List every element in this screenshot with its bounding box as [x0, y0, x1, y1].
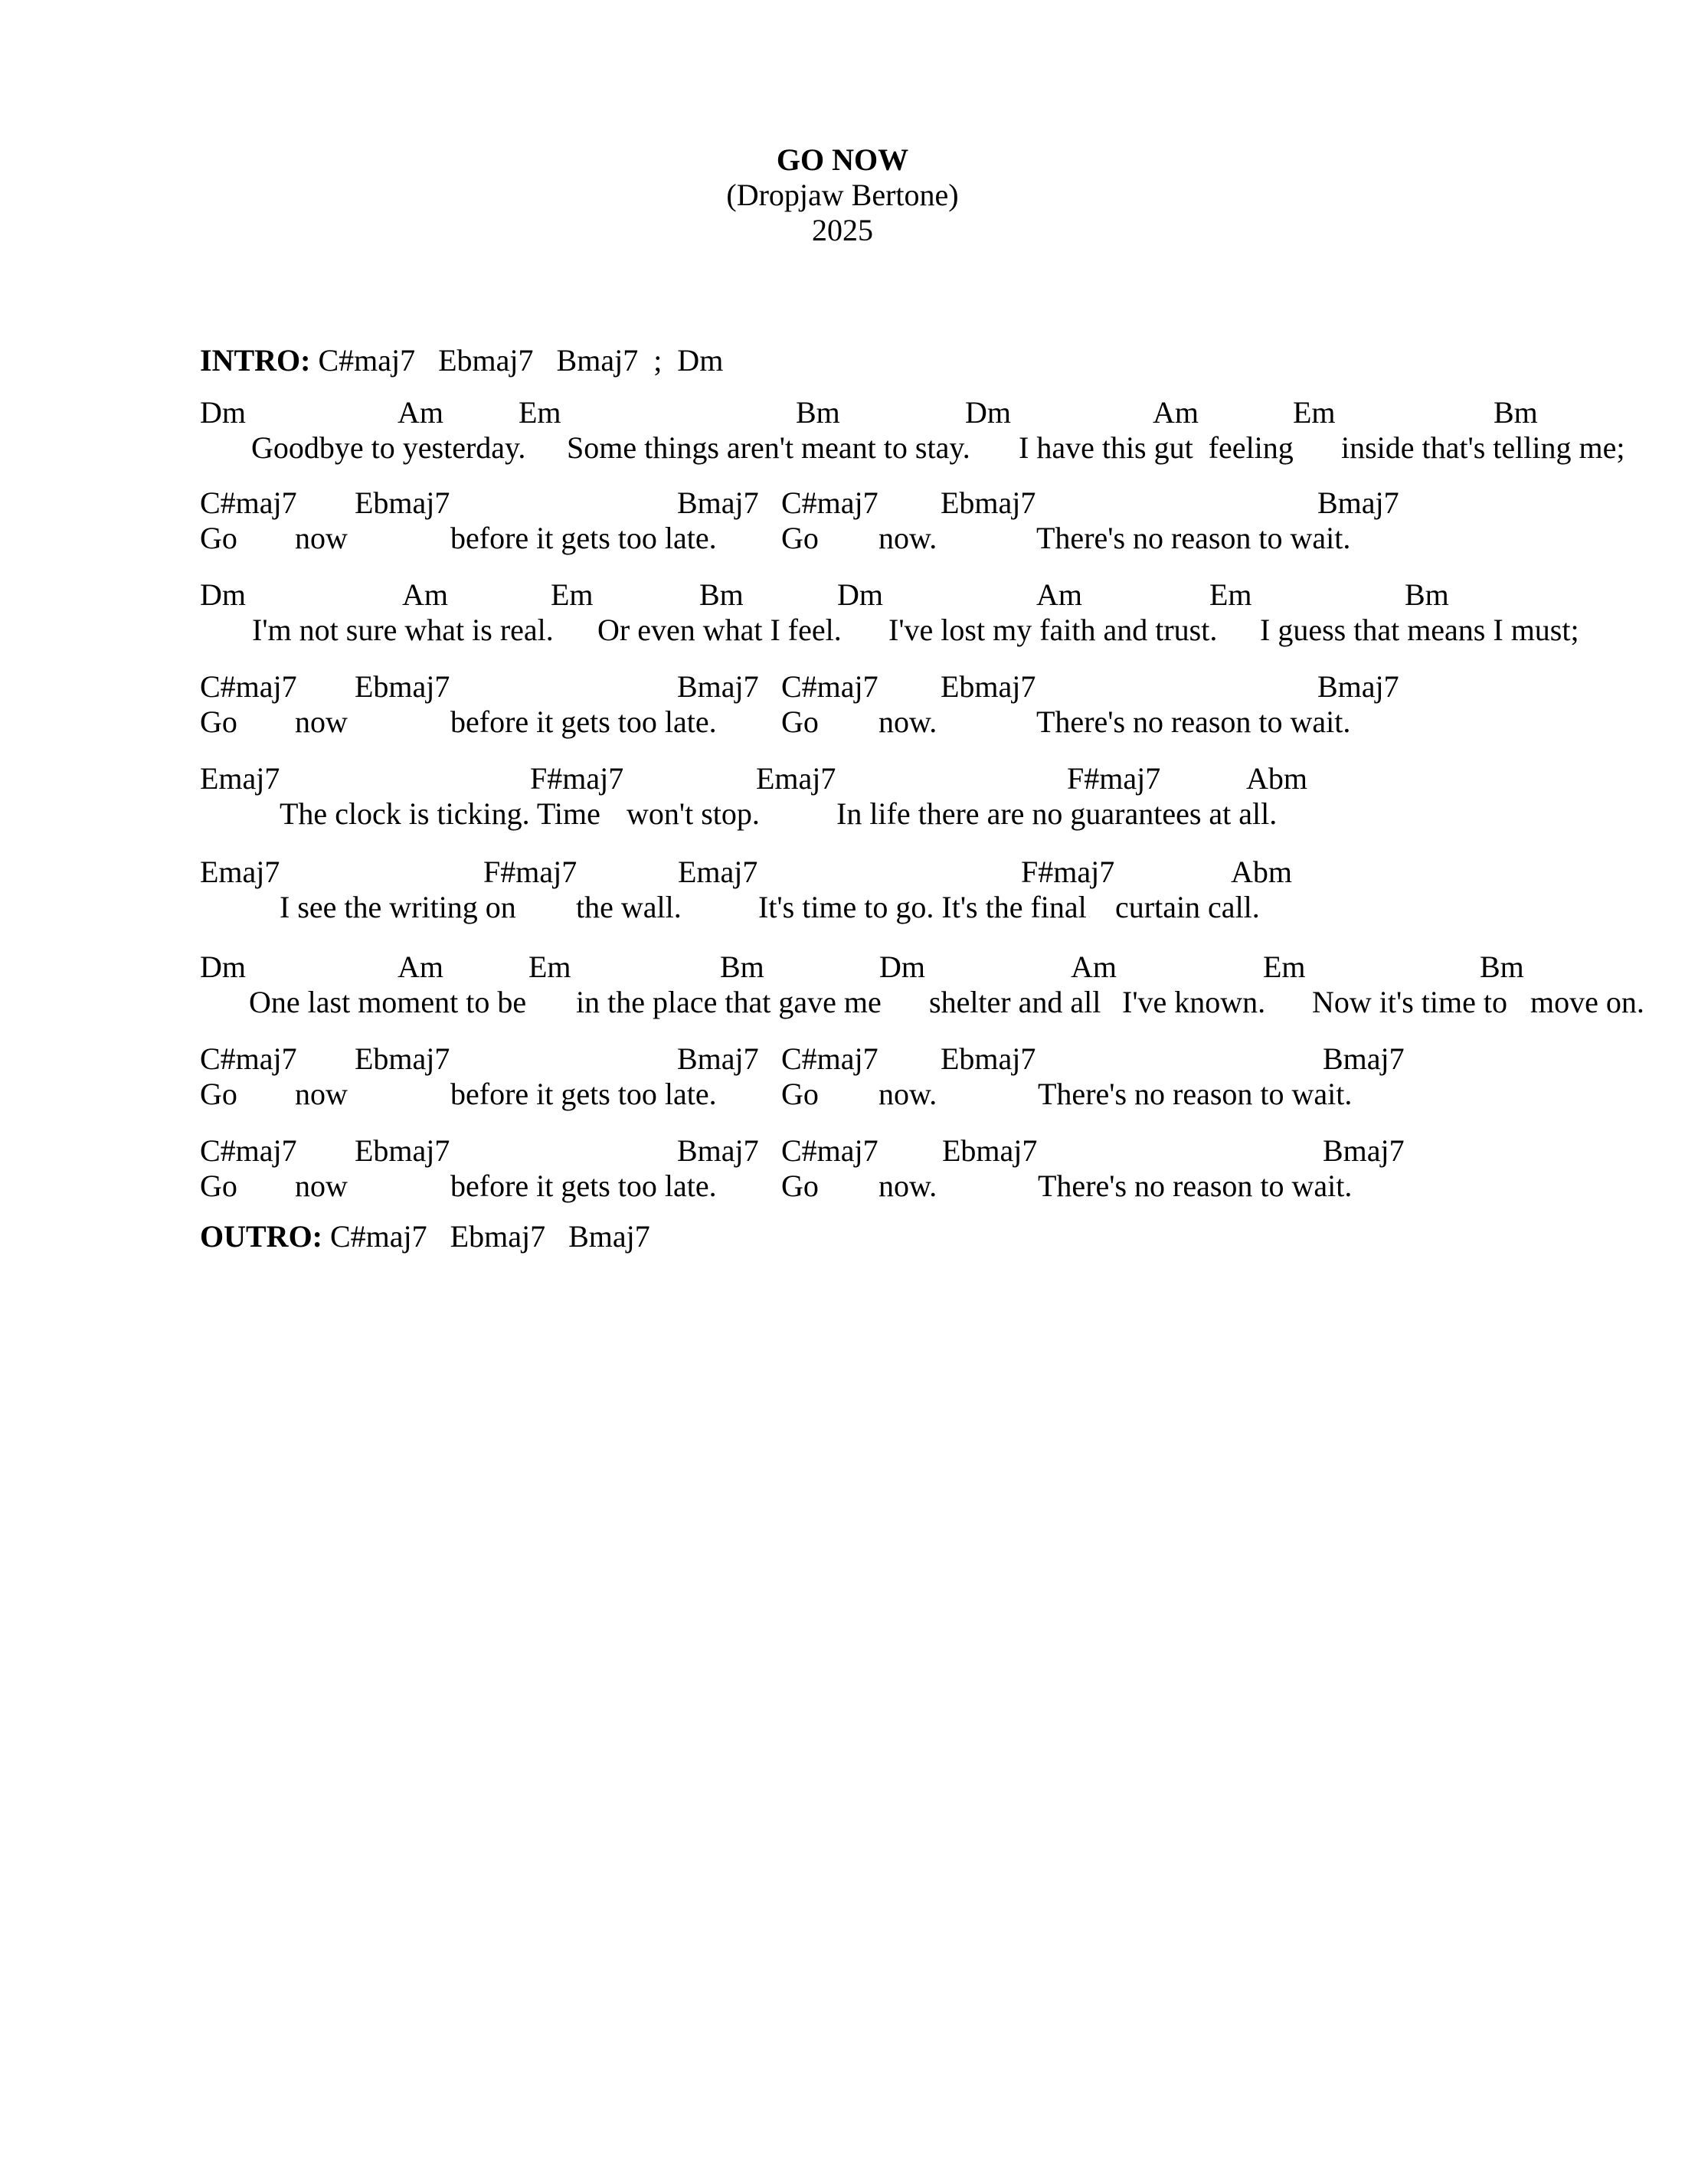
lyric-segment: Or even what I feel. — [597, 613, 842, 647]
lyric-segment: Go — [781, 521, 819, 555]
lyric-segment: There's no reason to wait. — [1036, 705, 1351, 739]
chord: Ebmaj7 — [355, 669, 450, 704]
chord: Am — [1036, 577, 1082, 612]
chord: Ebmaj7 — [941, 1041, 1036, 1076]
song-title: GO NOW — [776, 142, 909, 177]
lyric-line — [0, 521, 1685, 556]
song-artist: (Dropjaw Bertone) — [726, 178, 959, 212]
lyric-segment: Go — [781, 1077, 819, 1111]
chord: Am — [1071, 950, 1117, 984]
chord: Am — [398, 950, 443, 984]
lyric-segment: I see the writing on — [280, 890, 516, 924]
chord: F#maj7 — [530, 761, 624, 796]
lyric-segment: Go — [200, 521, 237, 555]
chord: Ebmaj7 — [355, 1133, 450, 1168]
chord: Bm — [796, 395, 840, 430]
lyric-segment: won't stop. — [627, 796, 760, 831]
chord: Em — [1263, 950, 1306, 984]
lyric-segment: I'm not sure what is real. — [252, 613, 554, 647]
chord: Ebmaj7 — [355, 486, 450, 520]
lyric-segment: now. — [878, 705, 937, 739]
lyric-segment: Now it's time to — [1312, 985, 1507, 1019]
chord: Bmaj7 — [1323, 1041, 1405, 1076]
chord: Bmaj7 — [677, 486, 759, 520]
chord: C#maj7 — [200, 1133, 297, 1168]
lyric-segment: Go — [200, 1077, 237, 1111]
lyric-line — [0, 890, 1685, 925]
chord-line — [0, 761, 1685, 796]
lyric-line — [0, 1169, 1685, 1204]
lyric-segment: Some things aren't meant to stay. — [567, 430, 970, 465]
lyric-segment: I guess that means I must; — [1260, 613, 1579, 647]
chord: C#maj7 — [781, 669, 878, 704]
lyric-segment: now. — [878, 1169, 937, 1203]
chord: Dm — [965, 395, 1011, 430]
chord-line — [0, 486, 1685, 521]
lyric-segment: before it gets too late. — [450, 1077, 717, 1111]
chord-line — [0, 950, 1685, 985]
lyric-line — [0, 796, 1685, 832]
chord: Am — [402, 577, 448, 612]
intro-line — [200, 343, 723, 378]
chord: Bmaj7 — [1317, 486, 1399, 520]
chord: Dm — [879, 950, 925, 984]
lyric-segment: before it gets too late. — [450, 705, 717, 739]
chord: Em — [1209, 577, 1252, 612]
chord: Ebmaj7 — [355, 1041, 450, 1076]
lyric-line — [0, 705, 1685, 740]
lyric-segment: the wall. — [576, 890, 682, 924]
song-year: 2025 — [812, 213, 873, 247]
chord: Ebmaj7 — [942, 1133, 1038, 1168]
lyric-segment: There's no reason to wait. — [1038, 1077, 1353, 1111]
lyric-segment: now — [295, 705, 348, 739]
chord: Bmaj7 — [677, 1133, 759, 1168]
outro-label: OUTRO: — [200, 1219, 322, 1254]
lyric-segment: shelter and all — [929, 985, 1101, 1019]
lyric-segment: now. — [878, 1077, 937, 1111]
intro-chords: C#maj7 Ebmaj7 Bmaj7 ; Dm — [318, 343, 724, 378]
lyric-segment: before it gets too late. — [450, 1169, 717, 1203]
lyric-segment: I have this gut feeling — [1019, 430, 1294, 465]
lyric-segment: I've known. — [1122, 985, 1266, 1019]
lyric-segment: One last moment to be — [249, 985, 527, 1019]
lyric-segment: curtain call. — [1115, 890, 1260, 924]
chord: Emaj7 — [756, 761, 836, 796]
lyric-segment: now — [295, 1169, 348, 1203]
lyric-segment: It's time to go. It's the final — [758, 890, 1087, 924]
chord-line — [0, 395, 1685, 430]
chord: Dm — [200, 950, 246, 984]
lyric-segment: In life there are no guarantees at all. — [836, 796, 1278, 831]
chord-line — [0, 855, 1685, 890]
chord: Bmaj7 — [1317, 669, 1399, 704]
chord: Bm — [1480, 950, 1524, 984]
lyric-segment: Go — [200, 705, 237, 739]
chord: Dm — [200, 395, 246, 430]
lyric-segment: Go — [781, 705, 819, 739]
lyric-line — [0, 613, 1685, 648]
chord: Bm — [699, 577, 744, 612]
chord: Am — [1153, 395, 1199, 430]
chord: C#maj7 — [200, 486, 297, 520]
chord: C#maj7 — [200, 669, 297, 704]
chord: F#maj7 — [1067, 761, 1161, 796]
chord: Em — [1293, 395, 1336, 430]
lyric-line — [0, 1077, 1685, 1112]
chord-line — [0, 669, 1685, 705]
lyric-segment: now — [295, 521, 348, 555]
lyric-segment: Go — [781, 1169, 819, 1203]
lyric-line — [0, 430, 1685, 466]
chord-line — [0, 1041, 1685, 1077]
chord: F#maj7 — [483, 855, 577, 889]
chord: C#maj7 — [781, 1133, 878, 1168]
chord: Bmaj7 — [1323, 1133, 1405, 1168]
lyric-segment: The clock is ticking. Time — [280, 796, 600, 831]
chord: Am — [398, 395, 443, 430]
lyric-segment: There's no reason to wait. — [1036, 521, 1351, 555]
lyric-segment: now. — [878, 521, 937, 555]
chord: Abm — [1231, 855, 1292, 889]
chord: C#maj7 — [200, 1041, 297, 1076]
chord: Em — [519, 395, 561, 430]
chord: Dm — [200, 577, 246, 612]
chord: Bmaj7 — [677, 669, 759, 704]
intro-label: INTRO: — [200, 343, 311, 378]
lyric-segment: Goodbye to yesterday. — [251, 430, 526, 465]
lyric-segment: before it gets too late. — [450, 521, 717, 555]
lyric-segment: Go — [200, 1169, 237, 1203]
outro-chords: C#maj7 Ebmaj7 Bmaj7 — [330, 1219, 650, 1254]
chord: Emaj7 — [200, 855, 280, 889]
chord: Bmaj7 — [677, 1041, 759, 1076]
lyric-segment: There's no reason to wait. — [1038, 1169, 1353, 1203]
chord: Emaj7 — [200, 761, 280, 796]
chord: Bm — [1494, 395, 1538, 430]
chord: Em — [528, 950, 571, 984]
lyric-segment: in the place that gave me — [576, 985, 882, 1019]
chord-line — [0, 577, 1685, 613]
chord: Em — [551, 577, 594, 612]
chord: Bm — [1405, 577, 1449, 612]
lyric-segment: move on. — [1530, 985, 1644, 1019]
lyric-segment: now — [295, 1077, 348, 1111]
chord: Ebmaj7 — [941, 486, 1036, 520]
chord: C#maj7 — [781, 486, 878, 520]
lyric-line — [0, 985, 1685, 1020]
outro-line — [200, 1219, 650, 1254]
chord: Ebmaj7 — [941, 669, 1036, 704]
chord: F#maj7 — [1021, 855, 1115, 889]
lyric-segment: inside that's telling me; — [1341, 430, 1625, 465]
chord: Emaj7 — [678, 855, 758, 889]
chord: Abm — [1246, 761, 1307, 796]
lyric-segment: I've lost my faith and trust. — [888, 613, 1218, 647]
chord: Bm — [720, 950, 764, 984]
chord: C#maj7 — [781, 1041, 878, 1076]
chord-line — [0, 1133, 1685, 1169]
chord: Dm — [837, 577, 883, 612]
